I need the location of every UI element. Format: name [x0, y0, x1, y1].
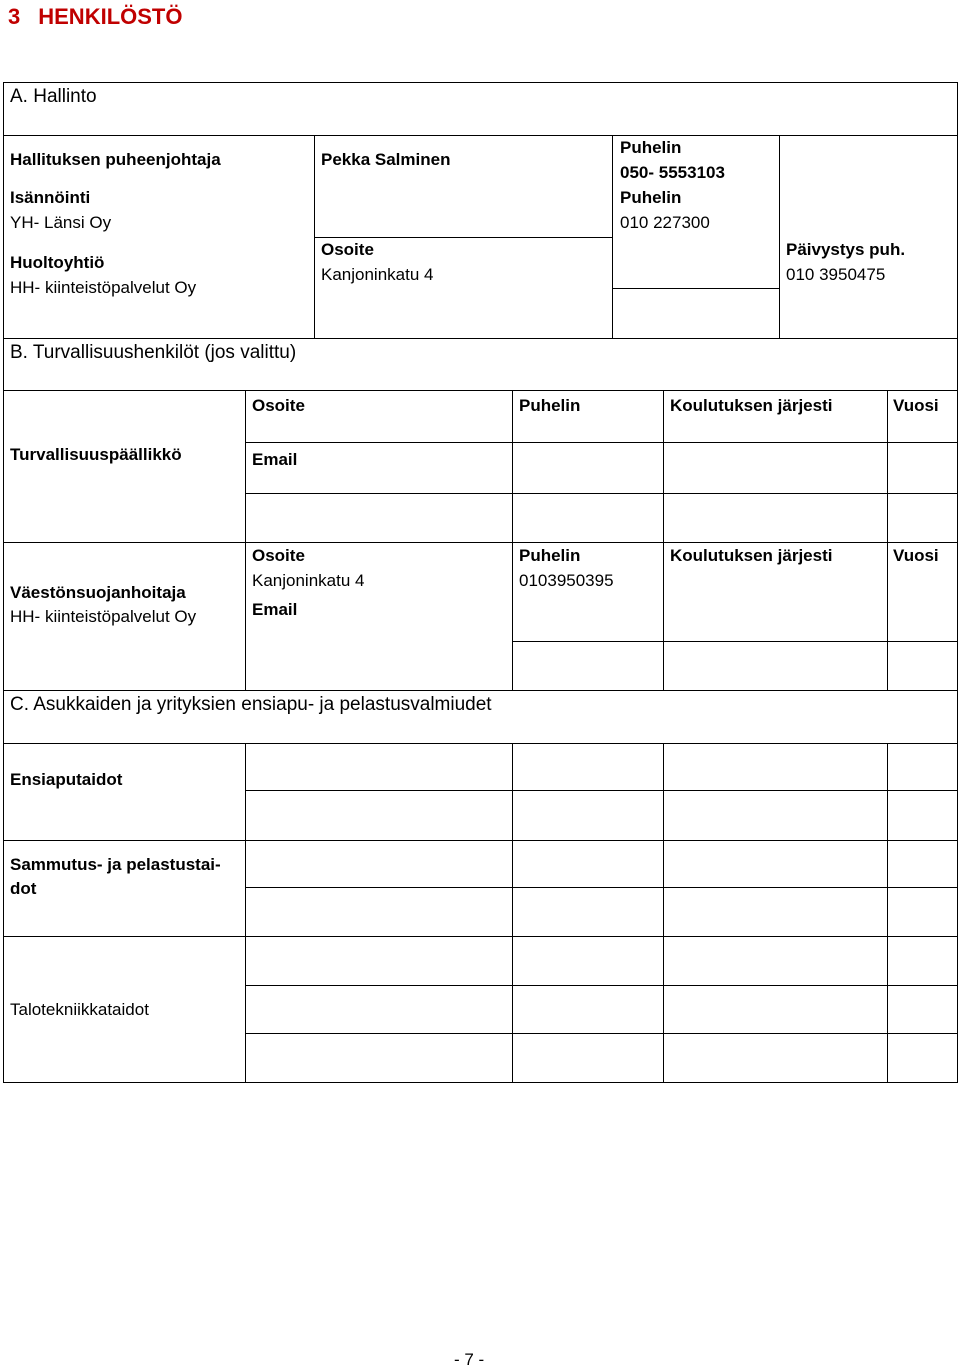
shelter-phone-label: Puhelin [519, 546, 581, 565]
page-number: - 7 - [454, 1350, 485, 1369]
security-role: Turvallisuuspäällikkö [10, 445, 182, 464]
duty-phone: 010 3950475 [786, 265, 886, 284]
maintenance-address-label: Osoite [321, 240, 374, 259]
shelter-address: Kanjoninkatu 4 [252, 571, 365, 590]
section-b-title: B. Turvallisuushenkilöt (jos valittu) [10, 342, 297, 363]
col-year-header: Vuosi [893, 396, 939, 415]
shelter-role: Väestönsuojanhoitaja [10, 583, 186, 602]
manager-company: YH- Länsi Oy [10, 213, 112, 232]
chair-phone-label: Puhelin [620, 138, 682, 157]
col-address-header: Osoite [252, 396, 305, 415]
shelter-company: HH- kiinteistöpalvelut Oy [10, 607, 197, 626]
col-phone-header: Puhelin [519, 396, 581, 415]
col-training-header: Koulutuksen järjesti [670, 396, 833, 415]
shelter-phone: 0103950395 [519, 571, 614, 590]
shelter-email-label: Email [252, 600, 298, 619]
duty-phone-label: Päivystys puh. [786, 240, 906, 259]
building-tech-label: Talotekniikkataidot [10, 1000, 149, 1019]
chair-name: Pekka Salminen [321, 150, 451, 169]
shelter-address-label: Osoite [252, 546, 305, 565]
section-c-title: C. Asukkaiden ja yrityksien ensiapu- ja pelastusvalmiudet [10, 694, 492, 715]
shelter-year-label: Vuosi [893, 546, 939, 565]
manager-phone: 010 227300 [620, 213, 710, 232]
manager-role: Isännöinti [10, 188, 91, 207]
chair-phone: 050- 5553103 [620, 163, 725, 182]
first-aid-label: Ensiaputaidot [10, 770, 123, 789]
maintenance-role: Huoltoyhtiö [10, 253, 105, 272]
page-heading [8, 4, 200, 30]
manager-phone-label: Puhelin [620, 188, 682, 207]
maintenance-company: HH- kiinteistöpalvelut Oy [10, 278, 197, 297]
security-email-label: Email [252, 450, 298, 469]
heading-text: HENKILÖSTÖ [38, 4, 183, 29]
chair-role: Hallituksen puheenjohtaja [10, 150, 221, 169]
rescue-label-line1: Sammutus- ja pelastustai- [10, 855, 221, 874]
shelter-training-label: Koulutuksen järjesti [670, 546, 833, 565]
heading-number: 3 [8, 4, 21, 29]
section-a-title: A. Hallinto [10, 86, 97, 107]
rescue-label-line2: dot [10, 879, 37, 898]
maintenance-address: Kanjoninkatu 4 [321, 265, 434, 284]
